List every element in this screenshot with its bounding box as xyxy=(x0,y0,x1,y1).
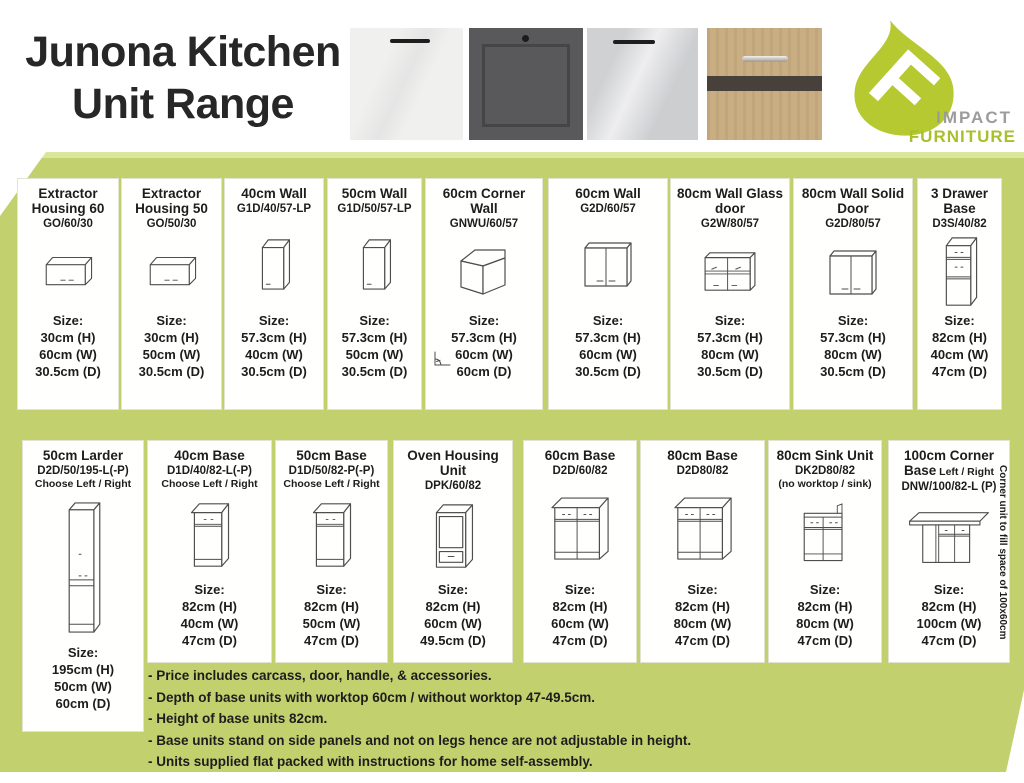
size-line: 49.5cm (D) xyxy=(420,633,486,649)
unit-size-block xyxy=(303,582,361,650)
unit-title: 40cm Wall xyxy=(241,186,307,201)
size-label: Size: xyxy=(359,313,390,329)
size-label: Size: xyxy=(687,582,718,598)
unit-title: 3 Drawer Base xyxy=(930,186,989,217)
unit-card-80cm-wall-solid-door xyxy=(793,178,913,410)
size-line: 50cm (W) xyxy=(345,347,404,363)
size-line: 100cm (W) xyxy=(916,616,982,632)
size-line: 195cm (H) xyxy=(51,662,115,678)
size-line: 30.5cm (D) xyxy=(820,364,886,380)
unit-card-50cm-base xyxy=(275,440,388,663)
unit-code: D3S/40/82 xyxy=(932,218,987,231)
size-line: 60cm (W) xyxy=(424,616,482,632)
sink-unit-drawing xyxy=(772,490,878,582)
unit-title: 80cm Sink Unit xyxy=(776,448,874,463)
unit-size-block xyxy=(551,582,609,650)
unit-card-80cm-base xyxy=(640,440,765,663)
wall-double-door-drawing xyxy=(552,215,664,313)
unit-code: GNWU/60/57 xyxy=(449,218,519,231)
size-label: Size: xyxy=(52,313,84,329)
graphite-grey-door-sample xyxy=(469,28,583,140)
footnote-line: - Depth of base units with worktop 60cm / without worktop 47-49.5cm. xyxy=(148,689,596,705)
size-line: 50cm (W) xyxy=(302,616,361,632)
unit-card-100cm-corner-base xyxy=(888,440,1010,663)
unit-size-block xyxy=(420,582,486,650)
white-gloss-door-sample xyxy=(350,28,463,140)
unit-code: D2D/50/195-L(-P) xyxy=(37,465,129,478)
unit-size-block xyxy=(342,313,408,381)
extractor-housing-drawing xyxy=(125,230,218,313)
footnotes xyxy=(148,665,868,773)
unit-note: (no worktop / sink) xyxy=(778,478,872,491)
unit-code: D2D/60/82 xyxy=(552,465,608,478)
corner-fill-side-note: Corner unit to fill space of 100x60cm xyxy=(997,465,1008,640)
drawer-handle-icon xyxy=(742,56,788,62)
size-line: 80cm (W) xyxy=(824,347,882,363)
unit-size-block xyxy=(796,582,854,650)
unit-title: 50cm Larder xyxy=(42,448,124,463)
size-line: 60cm (W) xyxy=(579,347,637,363)
size-line: 30.5cm (D) xyxy=(35,364,101,380)
oven-housing-drawing xyxy=(397,492,509,582)
size-line: 57.3cm (H) xyxy=(241,330,307,346)
base-single-door-drawing xyxy=(279,490,384,582)
size-label: Size: xyxy=(714,313,746,329)
unit-code: DK2D80/82 xyxy=(794,465,856,478)
unit-size-block xyxy=(139,313,205,381)
footnote-line: - Base units stand on side panels and not on legs hence are not adjustable in height. xyxy=(148,732,692,748)
unit-size-block xyxy=(931,313,989,381)
size-line: 50cm (W) xyxy=(54,679,112,695)
size-line: 30.5cm (D) xyxy=(138,364,205,380)
unit-note: Choose Left / Right xyxy=(34,478,132,491)
unit-card-50cm-wall xyxy=(327,178,422,410)
unit-code: D2D80/82 xyxy=(676,465,729,478)
sonoma-oak-drawer-sample xyxy=(707,28,822,140)
size-line: 47cm (D) xyxy=(675,633,730,649)
unit-size-block xyxy=(52,645,114,713)
unit-card-80cm-wall-glass-door xyxy=(670,178,790,410)
footnote-line: - Height of base units 82cm. xyxy=(148,711,328,726)
footnote-line: - Units supplied flat packed with instructions for home self-assembly. xyxy=(148,754,593,769)
unit-title: Extractor Housing 50 xyxy=(135,186,208,217)
corner-angle-icon xyxy=(431,350,453,375)
corner-wall-drawing xyxy=(429,230,539,313)
unit-size-block xyxy=(451,313,517,381)
size-line: 30.5cm (D) xyxy=(697,364,763,380)
size-line: 82cm (H) xyxy=(425,599,481,615)
unit-code: DPK/60/82 xyxy=(424,480,482,493)
wall-single-door-drawing xyxy=(331,215,418,313)
size-line: 80cm (W) xyxy=(701,347,759,363)
size-label: Size: xyxy=(933,582,965,598)
size-line: 60cm (D) xyxy=(456,364,512,380)
unit-title: 40cm Base xyxy=(174,448,245,463)
unit-card-40cm-base xyxy=(147,440,272,663)
unit-card-3-drawer-base xyxy=(917,178,1002,410)
base-double-door-drawing xyxy=(644,477,761,582)
unit-title: 60cm Wall xyxy=(575,186,641,201)
wall-double-door-drawing xyxy=(797,230,909,313)
size-line: 57.3cm (H) xyxy=(575,330,641,346)
size-line: 60cm (W) xyxy=(455,347,513,363)
unit-note: Choose Left / Right xyxy=(283,478,380,491)
base-single-door-drawing xyxy=(151,490,268,582)
size-line: 47cm (D) xyxy=(921,633,977,649)
unit-title: 100cm Corner Base Left / Right xyxy=(903,448,995,479)
page-title-line1: Junona Kitchen xyxy=(25,28,341,76)
size-label: Size: xyxy=(944,313,975,329)
unit-title: 80cm Wall Solid Door xyxy=(801,186,905,217)
unit-code: D1D/50/82-P(-P) xyxy=(288,465,375,478)
unit-title-suffix: Left / Right xyxy=(936,466,995,479)
unit-size-block xyxy=(820,313,886,381)
size-line: 40cm (W) xyxy=(930,347,989,363)
unit-size-block xyxy=(181,582,239,650)
size-line: 82cm (H) xyxy=(552,599,608,615)
brand-word-furniture: FURNITURE xyxy=(908,127,1016,146)
unit-card-60cm-base xyxy=(523,440,637,663)
size-line: 82cm (H) xyxy=(675,599,730,615)
unit-card-50cm-larder xyxy=(22,440,144,732)
unit-size-block xyxy=(674,582,732,650)
size-line: 40cm (W) xyxy=(180,616,239,632)
unit-code: G1D/50/57-LP xyxy=(337,203,412,216)
unit-card-extractor-housing-50 xyxy=(121,178,222,410)
unit-title: 50cm Wall xyxy=(341,186,408,201)
size-label: Size: xyxy=(194,582,225,598)
size-label: Size: xyxy=(592,313,624,329)
size-line: 30cm (H) xyxy=(144,330,199,346)
impact-furniture-logo xyxy=(840,14,1016,148)
size-label: Size: xyxy=(437,582,469,598)
unit-code: G1D/40/57-LP xyxy=(236,203,312,216)
base-double-door-drawing xyxy=(527,477,633,582)
wall-single-door-drawing xyxy=(228,215,320,313)
size-label: Size: xyxy=(564,582,596,598)
unit-title: 80cm Wall Glass door xyxy=(676,186,784,217)
door-handle-icon xyxy=(390,39,430,43)
unit-card-80cm-sink-unit xyxy=(768,440,882,663)
size-label: Size: xyxy=(809,582,841,598)
size-line: 57.3cm (H) xyxy=(341,330,408,346)
page-title xyxy=(18,26,348,131)
svg-text:F: F xyxy=(851,32,955,139)
unit-size-block xyxy=(575,313,641,381)
larder-drawing xyxy=(26,490,140,645)
unit-size-block xyxy=(241,313,307,381)
size-line: 82cm (H) xyxy=(304,599,359,615)
unit-code: G2D/60/57 xyxy=(580,203,636,216)
size-line: 82cm (H) xyxy=(182,599,237,615)
size-line: 50cm (W) xyxy=(142,347,201,363)
size-line: 30.5cm (D) xyxy=(575,364,641,380)
dark-accent-strip xyxy=(707,76,822,91)
door-frame xyxy=(482,44,570,127)
size-line: 47cm (D) xyxy=(552,633,608,649)
size-label: Size: xyxy=(258,313,290,329)
size-line: 80cm (W) xyxy=(673,616,732,632)
size-line: 82cm (H) xyxy=(797,599,853,615)
unit-card-extractor-housing-60 xyxy=(17,178,119,410)
size-line: 47cm (D) xyxy=(304,633,359,649)
unit-code: D1D/40/82-L(-P) xyxy=(167,465,252,478)
extractor-housing-drawing xyxy=(21,230,115,313)
size-line: 30cm (H) xyxy=(40,330,96,346)
size-line: 60cm (W) xyxy=(551,616,609,632)
unit-card-60cm-corner-wall xyxy=(425,178,543,410)
size-line: 80cm (W) xyxy=(796,616,854,632)
unit-card-oven-housing-unit xyxy=(393,440,513,663)
size-line: 82cm (H) xyxy=(921,599,977,615)
size-line: 57.3cm (H) xyxy=(820,330,886,346)
brand-word-impact: IMPACT xyxy=(936,108,1012,127)
unit-card-60cm-wall xyxy=(548,178,668,410)
corner-base-drawing xyxy=(892,493,1006,583)
size-line: 40cm (W) xyxy=(245,347,303,363)
size-line: 30.5cm (D) xyxy=(341,364,408,380)
size-line: 30.5cm (D) xyxy=(241,364,307,380)
size-line: 60cm (W) xyxy=(39,347,97,363)
light-grey-gloss-door-sample xyxy=(587,28,698,140)
unit-code: G2W/80/57 xyxy=(700,218,760,231)
footnote-line: - Price includes carcass, door, handle, & accessories. xyxy=(148,668,492,683)
unit-title: Oven Housing Unit xyxy=(407,448,499,479)
three-drawer-base-drawing xyxy=(921,230,998,313)
size-line: 57.3cm (H) xyxy=(697,330,763,346)
unit-code: DNW/100/82-L (P) xyxy=(901,480,997,493)
size-line: 47cm (D) xyxy=(932,364,987,380)
unit-title: 60cm Corner Wall xyxy=(442,186,526,217)
size-line: 82cm (H) xyxy=(932,330,987,346)
unit-note: Choose Left / Right xyxy=(161,478,258,491)
unit-code: GO/50/30 xyxy=(146,218,197,231)
unit-code: GO/60/30 xyxy=(43,218,93,231)
unit-title: 80cm Base xyxy=(667,448,738,463)
unit-size-block xyxy=(916,582,981,650)
unit-code: G2D/80/57 xyxy=(825,218,881,231)
size-line: 47cm (D) xyxy=(797,633,853,649)
wall-glass-door-drawing xyxy=(674,230,786,313)
size-line: 60cm (D) xyxy=(55,696,111,712)
door-knob-icon xyxy=(522,35,529,42)
unit-title: Extractor Housing 60 xyxy=(31,186,105,217)
size-label: Size: xyxy=(316,582,347,598)
unit-card-40cm-wall xyxy=(224,178,324,410)
page-title-line2: Unit Range xyxy=(72,80,294,129)
size-label: Size: xyxy=(156,313,187,329)
unit-title: 60cm Base xyxy=(544,448,616,463)
unit-size-block xyxy=(35,313,101,381)
unit-size-block xyxy=(697,313,763,381)
size-label: Size: xyxy=(468,313,500,329)
size-label: Size: xyxy=(67,645,99,661)
unit-title: 50cm Base xyxy=(296,448,367,463)
size-line: 57.3cm (H) xyxy=(451,330,517,346)
door-handle-icon xyxy=(613,40,655,44)
size-line: 47cm (D) xyxy=(182,633,237,649)
size-label: Size: xyxy=(837,313,869,329)
header xyxy=(0,0,1024,152)
